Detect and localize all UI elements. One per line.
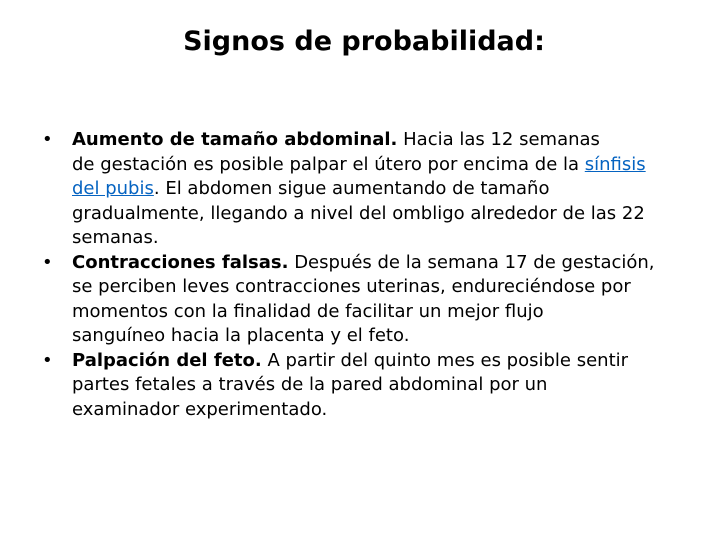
text-line: sanguíneo hacia la placenta y el feto. <box>72 325 410 346</box>
bullet-dot: • <box>42 251 53 273</box>
text-line: gradualmente, llegando a nivel del ombligo alrededor de las 22 <box>72 202 645 224</box>
bullet-heading: Palpación del feto. <box>72 349 262 371</box>
bullet-text: . El abdomen sigue aumentando de tamaño <box>153 178 550 199</box>
text-line <box>72 128 700 153</box>
bullet-text: A partir del quinto mes es posible sentir <box>261 349 629 371</box>
text-line: semanas. <box>72 227 159 248</box>
text-line: partes fetales a través de la pared abdominal por un <box>72 374 548 395</box>
bullet-heading: Contracciones falsas. <box>72 251 289 273</box>
bullet-item-abdominal <box>28 128 700 251</box>
bullet-list <box>28 128 700 422</box>
bullet-dot: • <box>42 129 53 150</box>
bullet-text: Hacia las 12 semanas <box>397 129 600 150</box>
text-line: se perciben leves contracciones uterinas, endureciéndose por <box>72 276 631 297</box>
text-line <box>72 153 700 178</box>
text-line <box>72 251 700 276</box>
bullet-dot: • <box>42 349 53 371</box>
bullet-heading: Aumento de tamaño abdominal. <box>72 129 398 150</box>
text-line <box>72 177 700 202</box>
bullet-item-palpacion <box>28 349 700 423</box>
bullet-text: Después de la semana 17 de gestación, <box>288 251 655 273</box>
pubis-link[interactable]: del pubis <box>72 178 154 199</box>
text-line <box>72 349 700 374</box>
bullet-item-contracciones <box>28 251 700 349</box>
slide-title: Signos de probabilidad: <box>183 26 545 57</box>
sinfisis-link[interactable]: sínfisis <box>584 153 646 175</box>
text-line: momentos con la finalidad de facilitar un mejor flujo <box>72 300 544 322</box>
text-line: examinador experimentado. <box>72 398 328 420</box>
bullet-text: de gestación es posible palpar el útero por encima de la <box>72 153 585 175</box>
